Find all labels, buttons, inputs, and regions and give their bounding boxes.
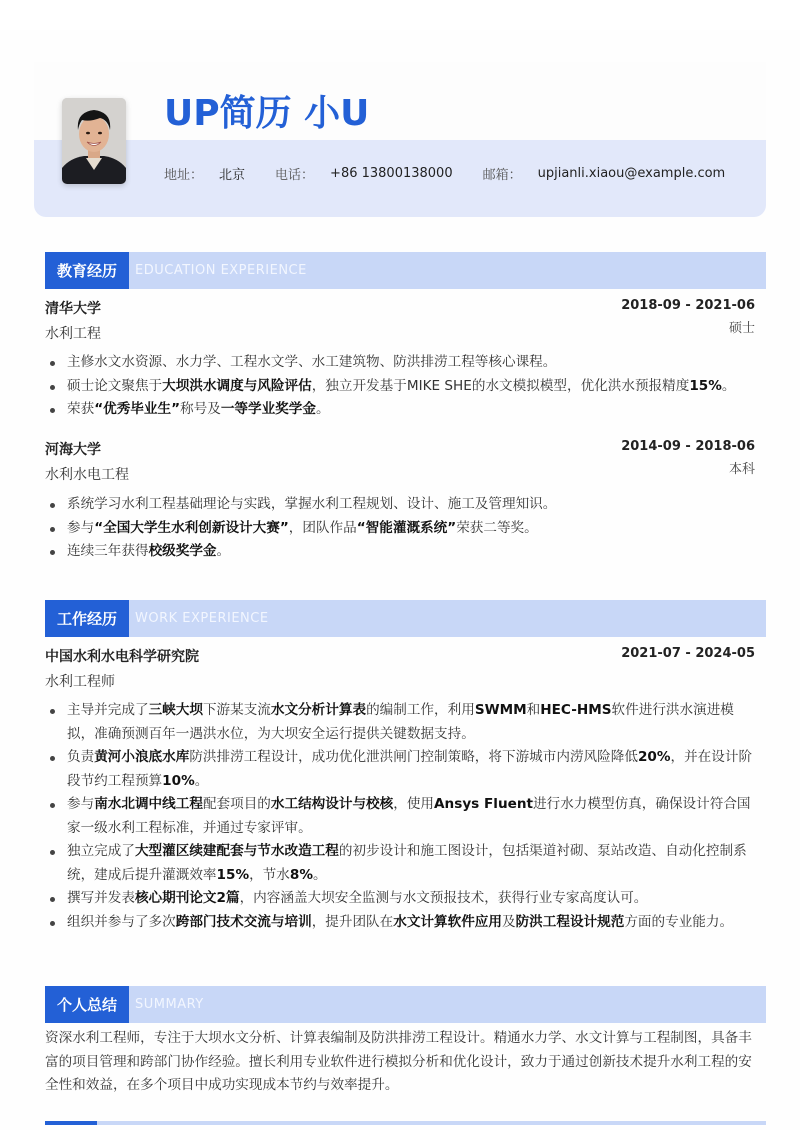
bullet-list	[45, 493, 757, 564]
bullet-item: 连续三年获得校级奖学金。	[45, 540, 757, 564]
school-name: 清华大学	[45, 301, 101, 317]
job-role: 水利工程师	[45, 674, 115, 690]
candidate-name: UP简历 小U	[164, 93, 370, 134]
footer-divider	[45, 1121, 766, 1125]
bullet-item: 独立完成了大型灌区续建配套与节水改造工程的初步设计和施工图设计，包括渠道衬砌、泵站改造、自动化控制系统，建成后提升灌溉效率15%，节水8%。	[45, 840, 757, 887]
section-header-education	[45, 252, 766, 289]
address-value: 北京	[219, 168, 246, 183]
major: 水利水电工程	[45, 467, 129, 483]
company-name: 中国水利水电科学研究院	[45, 649, 199, 665]
entry-date: 2018-09 - 2021-06	[621, 298, 755, 313]
phone-value[interactable]: +86 13800138000	[330, 166, 453, 181]
phone-label: 电话：	[275, 168, 315, 183]
resume-header	[34, 62, 766, 217]
section-title-en: SUMMARY	[135, 997, 204, 1012]
contact-info	[164, 164, 755, 183]
section-title-en: WORK EXPERIENCE	[135, 611, 269, 626]
section-header-summary	[45, 986, 766, 1023]
bullet-item: 系统学习水利工程基础理论与实践，掌握水利工程规划、设计、施工及管理知识。	[45, 493, 757, 517]
degree: 硕士	[728, 321, 755, 336]
bullet-item: 硕士论文聚焦于大坝洪水调度与风险评估，独立开发基于MIKE SHE的水文模拟模型，优化洪水预报精度15%。	[45, 375, 757, 399]
bullet-item: 负责黄河小浪底水库防洪排涝工程设计，成功优化泄洪闸门控制策略，将下游城市内涝风险降低20%，并在设计阶段节约工程预算10%。	[45, 746, 757, 793]
degree: 本科	[728, 462, 755, 477]
bullet-item: 参与“全国大学生水利创新设计大赛”，团队作品“智能灌溉系统”荣获二等奖。	[45, 517, 757, 541]
header-top	[34, 62, 766, 140]
email-label: 邮箱：	[482, 168, 522, 183]
section-title-en: EDUCATION EXPERIENCE	[135, 263, 307, 278]
bullet-item: 组织并参与了多次跨部门技术交流与培训，提升团队在水文计算软件应用及防洪工程设计规范方面的专业能力。	[45, 911, 757, 935]
bullet-item: 荣获“优秀毕业生”称号及一等学业奖学金。	[45, 398, 757, 422]
bullet-list	[45, 699, 757, 934]
address-label: 地址：	[164, 168, 204, 183]
section-title-cn: 工作经历	[45, 600, 129, 637]
bullet-item: 参与南水北调中线工程配套项目的水工结构设计与校核，使用Ansys Fluent进行水力模型仿真，确保设计符合国家一级水利工程标准，并通过专家评审。	[45, 793, 757, 840]
person-photo-icon	[62, 98, 126, 184]
major: 水利工程	[45, 326, 101, 342]
entry-date: 2014-09 - 2018-06	[621, 439, 755, 454]
avatar	[62, 98, 126, 184]
bullet-item: 主导并完成了三峡大坝下游某支流水文分析计算表的编制工作，利用SWMM和HEC-HMS软件进行洪水演进模拟，准确预测百年一遇洪水位，为大坝安全运行提供关键数据支持。	[45, 699, 757, 746]
bullet-item: 撰写并发表核心期刊论文2篇，内容涵盖大坝安全监测与水文预报技术，获得行业专家高度认可。	[45, 887, 757, 911]
school-name: 河海大学	[45, 442, 101, 458]
footer-accent	[45, 1121, 97, 1125]
section-title-cn: 个人总结	[45, 986, 129, 1023]
entry-date: 2021-07 - 2024-05	[621, 646, 755, 661]
email-value[interactable]: upjianli.xiaou@example.com	[537, 166, 726, 181]
section-header-work	[45, 600, 766, 637]
section-title-cn: 教育经历	[45, 252, 129, 289]
bullet-list	[45, 351, 757, 422]
summary-text: 资深水利工程师，专注于大坝水文分析、计算表编制及防洪排涝工程设计。精通水力学、水文计算与工程制图，具备丰富的项目管理和跨部门协作经验。擅长利用专业软件进行模拟分析和优化设计，致力于通过创新技术提升水利工程的安全性和效益，在多个项目中成功实现成本节约与效率提升。	[45, 1030, 752, 1093]
bullet-item: 主修水文水资源、水力学、工程水文学、水工建筑物、防洪排涝工程等核心课程。	[45, 351, 757, 375]
